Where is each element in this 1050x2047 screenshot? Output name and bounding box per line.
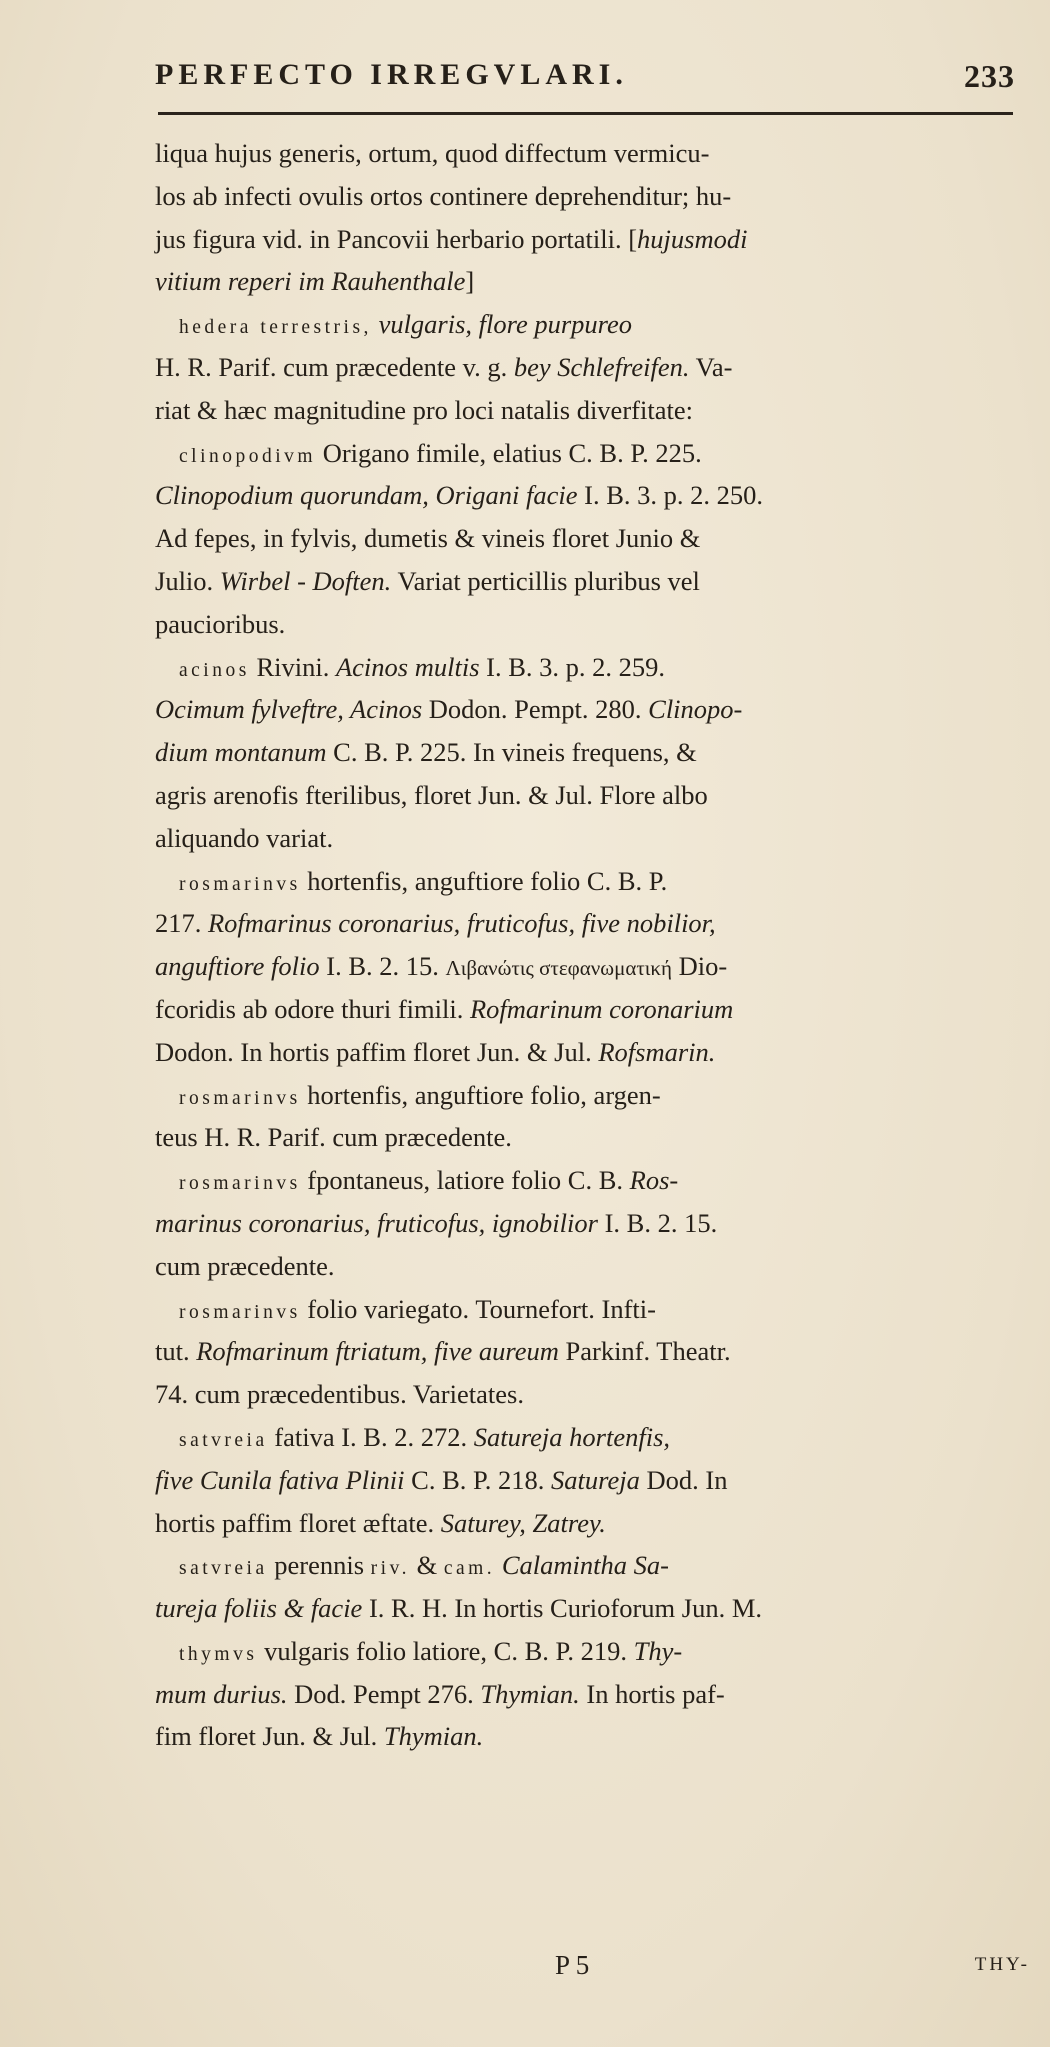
catchword: THY-	[974, 1954, 1030, 1975]
text-line	[155, 1502, 1030, 1545]
entry-rosmarinus-argenteus	[155, 1074, 1030, 1117]
plant-name: hedera terrestris,	[179, 317, 372, 339]
text-line	[155, 1459, 1030, 1502]
text-line	[155, 902, 1030, 945]
entry-hedera-terrestris	[155, 303, 1030, 346]
italic-run: Acinos multis	[335, 651, 480, 682]
text-line	[155, 817, 1030, 860]
text-line	[155, 175, 1030, 218]
text-run: agris arenofis fterilibus, floret Jun. & Jul. Flore albo	[155, 779, 708, 810]
italic-run: Rofmarinum ftriatum, five aureum	[196, 1336, 559, 1367]
text-line	[155, 1373, 1030, 1416]
entry-clinopodium	[155, 432, 1030, 475]
italic-run: marinus coronarius, fruticofus, ignobilior	[155, 1207, 598, 1238]
text-run: Ad fepes, in fylvis, dumetis & vineis floret Junio &	[155, 523, 701, 554]
italic-run: Rofmarinum coronarium	[470, 993, 734, 1024]
text-run: fim floret Jun. & Jul.	[155, 1721, 384, 1752]
entry-thymus	[155, 1630, 1030, 1673]
italic-run: Satureja hortenfis,	[473, 1421, 671, 1452]
text-line	[155, 346, 1030, 389]
text-run: I. B. 2. 15.	[597, 1207, 718, 1238]
italic-run: bey Schlefreifen.	[513, 351, 690, 382]
italic-run: Ocimum fylveftre, Acinos	[155, 694, 423, 725]
text-run: I. B. 2. 15.	[319, 951, 446, 982]
italic-run: vulgaris, flore purpureo	[371, 309, 633, 340]
text-run: hortenfis, anguftiore folio C. B. P.	[300, 865, 668, 896]
text-line	[155, 1330, 1030, 1373]
entry-rosmarinus-variegatus	[155, 1288, 1030, 1331]
italic-run: hujusmodi	[637, 223, 748, 254]
plant-name: thymvs	[179, 1643, 258, 1665]
text-run: perennis	[267, 1550, 371, 1581]
text-line	[155, 1031, 1030, 1074]
signature-mark: P 5	[555, 1950, 590, 1980]
text-run: Variat perticillis pluribus vel	[391, 565, 700, 596]
italic-run: Satureja	[551, 1464, 640, 1495]
text-run: I. B. 3. p. 2. 259.	[479, 651, 666, 682]
author-abbrev: riv.	[370, 1558, 410, 1580]
italic-run: Wirbel - Doften.	[219, 565, 392, 596]
text-line	[155, 218, 1030, 261]
text-line	[155, 389, 1030, 432]
text-run: 217.	[155, 908, 208, 939]
text-run: ]	[465, 266, 475, 297]
entry-satureia-sativa	[155, 1416, 1030, 1459]
page-number: 233	[964, 58, 1015, 94]
italic-run: dium montanum	[155, 737, 327, 768]
italic-run: Calamintha Sa-	[501, 1550, 669, 1581]
text-run: 74. cum præcedentibus. Varietates.	[155, 1379, 524, 1410]
italic-run: Clinopo-	[648, 694, 743, 725]
text-run: In hortis paf-	[579, 1678, 725, 1709]
text-run: Parkinf. Theatr.	[558, 1336, 731, 1367]
text-run: liqua hujus generis, ortum, quod diffectum vermicu-	[155, 138, 710, 168]
text-run: fativa I. B. 2. 272.	[267, 1421, 474, 1452]
text-line	[155, 132, 1030, 175]
text-line	[155, 603, 1030, 646]
plant-name: satvreia	[179, 1429, 268, 1451]
italic-run: Thymian.	[480, 1678, 580, 1709]
text-run: fpontaneus, latiore folio C. B.	[300, 1165, 630, 1196]
plant-name: clinopodivm	[179, 445, 317, 467]
text-run: jus figura vid. in Pancovii herbario portatili. [	[155, 223, 638, 254]
text-line	[155, 474, 1030, 517]
text-run: aliquando variat.	[155, 822, 334, 853]
text-run: Dod. In	[639, 1464, 728, 1495]
header-rule	[158, 112, 1013, 115]
entry-acinos	[155, 646, 1030, 689]
text-run: riat & hæc magnitudine pro loci natalis diverfitate:	[155, 394, 693, 425]
text-line	[155, 988, 1030, 1031]
text-run	[495, 1550, 502, 1580]
text-run: tut.	[155, 1336, 197, 1367]
plant-name: satvreia	[179, 1558, 268, 1580]
entry-rosmarinus-spontaneus	[155, 1159, 1030, 1202]
text-run: C. B. P. 225. In vineis frequens, &	[326, 737, 697, 768]
author-abbrev: cam.	[443, 1558, 496, 1580]
plant-name: rosmarinvs	[179, 1301, 301, 1323]
text-line	[155, 1202, 1030, 1245]
text-run: vulgaris folio latiore, C. B. P. 219.	[257, 1635, 634, 1666]
text-run: Origano fimile, elatius C. B. P. 225.	[316, 437, 702, 468]
italic-run: tureja foliis & facie	[155, 1593, 363, 1624]
italic-run: anguftiore folio	[155, 951, 320, 982]
text-line	[155, 560, 1030, 603]
text-run: I. R. H. In hortis Curioforum Jun. M.	[362, 1593, 763, 1624]
text-run: hortenfis, anguftiore folio, argen-	[300, 1079, 661, 1110]
text-run: Dodon. Pempt. 280.	[422, 694, 649, 725]
text-run: folio variegato. Tournefort. Infti-	[300, 1293, 656, 1324]
page-header	[155, 58, 1015, 102]
text-line	[155, 945, 1030, 988]
text-run: Dod. Pempt 276.	[287, 1678, 481, 1709]
text-run: los ab infecti ovulis ortos continere deprehenditur; hu-	[155, 180, 732, 211]
italic-run: Thymian.	[383, 1721, 484, 1752]
text-line	[155, 1245, 1030, 1288]
entry-rosmarinus-hortensis	[155, 860, 1030, 903]
italic-run: five Cunila fativa Plinii	[155, 1464, 405, 1495]
text-line	[155, 1673, 1030, 1716]
text-line	[155, 1587, 1030, 1630]
plant-name: rosmarinvs	[179, 1087, 301, 1109]
entry-satureia-perennis	[155, 1544, 1030, 1587]
text-run: teus H. R. Parif. cum præcedente.	[155, 1122, 512, 1153]
running-title: PERFECTO IRREGVLARI.	[155, 58, 628, 91]
plant-name: rosmarinvs	[179, 1173, 301, 1195]
italic-run: Ros-	[629, 1165, 679, 1196]
text-line	[155, 1116, 1030, 1159]
plant-name: rosmarinvs	[179, 873, 301, 895]
text-line	[155, 517, 1030, 560]
page-footer	[155, 1950, 1030, 1990]
italic-run: vitium reperi im Rauhenthale	[155, 266, 466, 297]
text-line	[155, 260, 1030, 303]
text-run: Va-	[689, 351, 733, 382]
text-run: paucioribus.	[155, 608, 286, 639]
text-run: Rivini.	[249, 651, 336, 682]
text-run: Dio-	[672, 951, 728, 982]
italic-run: Clinopodium quorundam, Origani facie	[155, 480, 578, 511]
text-line	[155, 774, 1030, 817]
text-run: cum præcedente.	[155, 1250, 335, 1281]
text-run: H. R. Parif. cum præcedente v. g.	[155, 351, 514, 382]
text-run: C. B. P. 218.	[404, 1464, 552, 1495]
italic-run: Rofmarinus coronarius, fruticofus, five nobilior,	[208, 908, 716, 939]
greek-run: Λιβανώτις στεφανωματική	[445, 956, 672, 981]
text-run: Julio.	[155, 565, 220, 596]
italic-run: Thy-	[633, 1635, 683, 1666]
text-line	[155, 1715, 1030, 1758]
body-text	[155, 132, 1030, 1758]
text-line	[155, 688, 1030, 731]
text-run: hortis paffim floret æftate.	[155, 1507, 441, 1538]
italic-run: Rofsmarin.	[598, 1036, 716, 1067]
text-run: fcoridis ab odore thuri fimili.	[155, 993, 470, 1024]
text-line	[155, 731, 1030, 774]
italic-run: mum durius.	[155, 1678, 288, 1709]
plant-name: acinos	[179, 659, 250, 681]
text-run: I. B. 3. p. 2. 250.	[577, 480, 764, 511]
text-run: Dodon. In hortis paffim floret Jun. & Jul.	[155, 1036, 599, 1067]
text-run: &	[409, 1550, 444, 1581]
italic-run: Saturey, Zatrey.	[440, 1507, 606, 1538]
